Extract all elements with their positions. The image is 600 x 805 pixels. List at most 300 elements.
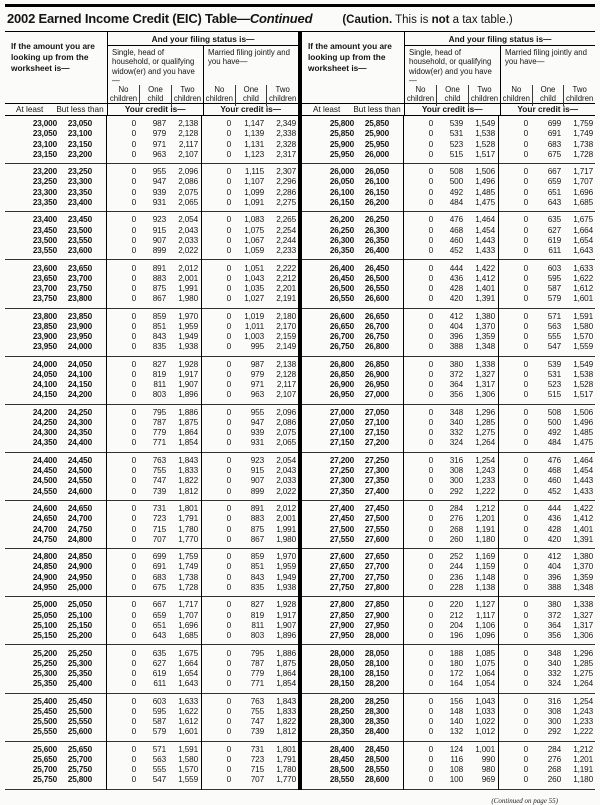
credit-value: 0: [523, 572, 528, 582]
credit-value: 348: [547, 648, 561, 658]
credit-value: 1,254: [573, 696, 593, 706]
eic-tables: [5, 31, 595, 790]
credit-value: 300: [449, 476, 463, 486]
married-group-label: Married filing jointly and you have—: [208, 48, 290, 67]
credit-value: 995: [250, 342, 264, 352]
credit-value: 484: [547, 438, 561, 448]
but-less-than-value: 26,350: [364, 235, 389, 245]
at-least-value: 28,250: [329, 706, 354, 716]
credit-value: 1,528: [573, 380, 593, 390]
credit-value: 284: [547, 744, 561, 754]
credit-value: 1,780: [276, 765, 296, 775]
credit-value: 969: [481, 775, 495, 785]
credit-value: 651: [152, 620, 166, 630]
credit-value: 1,035: [244, 283, 264, 293]
credit-value: 2,275: [276, 197, 296, 207]
table-row: [5, 246, 298, 256]
credit-value: 763: [250, 696, 264, 706]
at-least-value: 24,150: [32, 390, 57, 400]
credit-value: 603: [152, 696, 166, 706]
table-row: [302, 380, 595, 390]
table-row: [5, 119, 298, 129]
credit-value: 1,717: [178, 600, 198, 610]
table-row: [302, 119, 595, 129]
credit-value: 364: [547, 620, 561, 630]
but-less-than-value: 23,400: [67, 197, 92, 207]
credit-value: 1,612: [573, 283, 593, 293]
credit-value: 0: [131, 534, 136, 544]
at-least-value: 26,000: [329, 167, 354, 177]
table-row: [302, 370, 595, 380]
credit-value: 0: [523, 668, 528, 678]
credit-value: 2,054: [276, 456, 296, 466]
credit-value: 1,506: [573, 407, 593, 417]
but-less-than-label: But less than: [353, 105, 401, 114]
credit-value: 2,254: [276, 225, 296, 235]
but-less-than-value: 24,200: [67, 390, 92, 400]
credit-value: 0: [226, 466, 231, 476]
but-less-than-value: 26,400: [364, 245, 389, 255]
credit-value: 0: [226, 717, 231, 727]
credit-value: 0: [131, 407, 136, 417]
credit-value: 0: [226, 706, 231, 716]
credit-value: 0: [523, 552, 528, 562]
credit-value: 0: [523, 359, 528, 369]
table-row: [302, 167, 595, 177]
at-least-value: 26,600: [329, 311, 354, 321]
credit-value: 332: [547, 668, 561, 678]
credit-value: 1,233: [475, 476, 495, 486]
table-row: [5, 745, 298, 755]
at-least-value: 27,350: [329, 486, 354, 496]
credit-value: 2,149: [276, 342, 296, 352]
at-least-value: 27,850: [329, 610, 354, 620]
credit-value: 132: [449, 727, 463, 737]
credit-value: 1,401: [573, 524, 593, 534]
credit-value: 204: [449, 620, 463, 630]
credit-value: 412: [547, 552, 561, 562]
but-less-than-value: 24,600: [67, 486, 92, 496]
credit-value: 587: [152, 717, 166, 727]
row-group: [5, 645, 298, 693]
credit-value: 0: [226, 456, 231, 466]
but-less-than-value: 23,350: [67, 187, 92, 197]
credit-value: 0: [523, 727, 528, 737]
at-least-value: 28,500: [329, 765, 354, 775]
table-row: [5, 611, 298, 621]
credit-value: 803: [250, 630, 264, 640]
but-less-than-value: 25,700: [67, 754, 92, 764]
married-group-label: Married filing jointly and you have—: [505, 48, 587, 67]
at-least-value: 26,400: [329, 263, 354, 273]
credit-value: 1,075: [244, 225, 264, 235]
credit-value: 0: [226, 744, 231, 754]
table-row: [302, 439, 595, 449]
credit-value: 1,022: [475, 717, 495, 727]
credit-value: 939: [250, 428, 264, 438]
credit-value: 332: [449, 428, 463, 438]
credit-value: 116: [450, 754, 463, 764]
credit-value: 0: [523, 263, 528, 273]
credit-value: 492: [449, 187, 463, 197]
credit-value: 0: [131, 311, 136, 321]
credit-value: 0: [226, 283, 231, 293]
credit-value: 0: [131, 610, 136, 620]
table-row: [5, 274, 298, 284]
credit-value: 0: [428, 438, 433, 448]
credit-value: 1,443: [475, 235, 495, 245]
credit-value: 2,001: [178, 273, 198, 283]
at-least-value: 24,700: [32, 524, 57, 534]
but-less-than-value: 25,000: [67, 582, 92, 592]
table-row: [302, 552, 595, 562]
credit-value: 0: [523, 342, 528, 352]
credit-value: 1,254: [475, 456, 495, 466]
table-row: [5, 583, 298, 593]
credit-value: 1,949: [276, 572, 296, 582]
column-divider: [498, 116, 499, 790]
at-least-value: 28,350: [329, 727, 354, 737]
at-least-value: 25,100: [32, 620, 57, 630]
credit-value: 1,412: [573, 514, 593, 524]
credit-value: 0: [428, 775, 433, 785]
col-one-child: One child: [532, 85, 564, 106]
table-row: [5, 631, 298, 641]
credit-value: 0: [428, 197, 433, 207]
credit-value: 0: [428, 466, 433, 476]
but-less-than-value: 24,250: [67, 407, 92, 417]
but-less-than-value: 26,950: [364, 380, 389, 390]
credit-value: 803: [152, 390, 166, 400]
amount-header: If the amount you are looking up from the worksheet is—: [11, 41, 95, 73]
at-least-value: 25,400: [32, 696, 57, 706]
at-least-value: 27,800: [329, 600, 354, 610]
credit-value: 2,265: [276, 215, 296, 225]
credit-value: 1,422: [573, 504, 593, 514]
credit-value: 0: [523, 294, 528, 304]
eic-table-left: [5, 31, 298, 790]
credit-value: 1,327: [573, 610, 593, 620]
at-least-value: 26,050: [329, 177, 354, 187]
credit-value: 0: [226, 765, 231, 775]
at-least-value: 23,600: [32, 263, 57, 273]
row-group: [5, 597, 298, 645]
table-row: [302, 274, 595, 284]
but-less-than-value: 28,150: [364, 668, 389, 678]
credit-value: 476: [449, 215, 463, 225]
credit-value: 0: [131, 572, 136, 582]
credit-value: 1,147: [244, 119, 264, 129]
at-least-value: 27,100: [329, 428, 354, 438]
credit-value: 795: [152, 407, 166, 417]
credit-value: 0: [226, 562, 231, 572]
at-least-value: 25,700: [32, 765, 57, 775]
credit-value: 0: [131, 438, 136, 448]
credit-value: 0: [226, 630, 231, 640]
credit-value: 0: [131, 744, 136, 754]
credit-value: 468: [449, 225, 463, 235]
credit-value: 1,801: [178, 504, 198, 514]
table-row: [5, 514, 298, 524]
credit-value: 0: [226, 648, 231, 658]
credit-value: 0: [428, 235, 433, 245]
credit-value: 0: [226, 418, 231, 428]
at-least-value: 28,400: [329, 744, 354, 754]
but-less-than-value: 26,550: [364, 283, 389, 293]
credit-value: 1,285: [573, 658, 593, 668]
at-least-value: 26,350: [329, 245, 354, 255]
column-labels-left: [5, 103, 298, 116]
credit-value: 571: [152, 744, 166, 754]
credit-value: 1,749: [573, 129, 593, 139]
credit-value: 723: [152, 514, 166, 524]
credit-value: 460: [547, 476, 561, 486]
credit-value: 308: [547, 706, 561, 716]
credit-value: 1,812: [276, 727, 296, 737]
at-least-value: 23,500: [32, 235, 57, 245]
credit-value: 0: [523, 245, 528, 255]
credit-value: 0: [131, 390, 136, 400]
at-least-value: 28,300: [329, 717, 354, 727]
credit-value: 0: [226, 139, 231, 149]
at-least-value: 27,400: [329, 504, 354, 514]
credit-value: 947: [250, 418, 264, 428]
credit-value: 787: [250, 658, 264, 668]
credit-value: 867: [250, 534, 264, 544]
credit-value: 0: [131, 524, 136, 534]
credit-value: 0: [226, 534, 231, 544]
at-least-value: 23,000: [32, 119, 57, 129]
table-row: [302, 150, 595, 160]
credit-value: 0: [523, 630, 528, 640]
table-row: [5, 775, 298, 785]
but-less-than-value: 27,150: [364, 428, 389, 438]
credit-value: 2,128: [178, 129, 198, 139]
credit-value: 923: [250, 456, 264, 466]
at-least-value: 23,200: [32, 167, 57, 177]
table-row: [302, 775, 595, 785]
credit-value: 0: [131, 149, 136, 159]
at-least-value: 28,450: [329, 754, 354, 764]
at-least-value: 25,550: [32, 727, 57, 737]
at-least-value: 23,800: [32, 311, 57, 321]
credit-value: 0: [428, 524, 433, 534]
but-less-than-value: 25,200: [67, 630, 92, 640]
col-one-child: One child: [436, 85, 468, 106]
credit-value: 0: [523, 456, 528, 466]
credit-value: 0: [226, 225, 231, 235]
continued-note: (Continued on page 55): [491, 797, 558, 805]
table-row: [302, 178, 595, 188]
credit-value: 0: [523, 273, 528, 283]
credit-value: 0: [226, 215, 231, 225]
row-group: [302, 742, 595, 790]
credit-value: 0: [131, 215, 136, 225]
credit-value: 108: [449, 765, 463, 775]
credit-value: 0: [523, 486, 528, 496]
credit-value: 0: [131, 197, 136, 207]
caution-bold: (Caution.: [342, 14, 393, 26]
credit-value: 1,243: [475, 466, 495, 476]
column-labels-right: [302, 103, 595, 116]
credit-value: 428: [449, 283, 463, 293]
credit-value: 955: [250, 407, 264, 417]
credit-value: 1,612: [178, 717, 198, 727]
but-less-than-value: 26,850: [364, 359, 389, 369]
credit-value: 340: [547, 658, 561, 668]
page-title-continued: —Continued: [237, 11, 313, 26]
table-row: [302, 649, 595, 659]
credit-value: 851: [250, 562, 264, 572]
credit-value: 1,285: [475, 418, 495, 428]
credit-value: 252: [449, 552, 463, 562]
credit-value: 0: [131, 679, 136, 689]
credit-value: 859: [152, 311, 166, 321]
credit-value: 1,159: [475, 562, 495, 572]
credit-value: 1,559: [178, 775, 198, 785]
credit-value: 0: [226, 332, 231, 342]
credit-value: 380: [449, 359, 463, 369]
at-least-label: At least: [16, 105, 44, 114]
table-row: [302, 727, 595, 737]
credit-value: 2,349: [276, 119, 296, 129]
credit-value: 0: [428, 283, 433, 293]
at-least-value: 23,400: [32, 215, 57, 225]
credit-value: 1,317: [475, 380, 495, 390]
credit-value: 707: [250, 775, 264, 785]
credit-value: 0: [428, 129, 433, 139]
table-header-right: [302, 31, 595, 103]
table-row: [5, 322, 298, 332]
but-less-than-value: 24,700: [67, 514, 92, 524]
credit-value: 172: [449, 668, 463, 678]
filing-groups: [405, 46, 595, 106]
credit-value: 404: [547, 562, 561, 572]
credit-value: 0: [226, 273, 231, 283]
caution-text-end: a tax table.): [449, 14, 513, 26]
credit-value: 1,027: [244, 294, 264, 304]
but-less-than-value: 24,800: [67, 534, 92, 544]
credit-value: 124: [449, 744, 463, 754]
credit-value: 755: [152, 466, 166, 476]
credit-value: 595: [547, 273, 561, 283]
credit-value: 0: [131, 717, 136, 727]
credit-value: 907: [152, 235, 166, 245]
credit-value: 963: [250, 390, 264, 400]
credit-value: 1,633: [178, 696, 198, 706]
table-row: [302, 621, 595, 631]
credit-value: 1,391: [475, 294, 495, 304]
credit-value: 180: [449, 658, 463, 668]
credit-value: 1,496: [573, 418, 593, 428]
credit-value: 827: [152, 359, 166, 369]
credit-value: 555: [152, 765, 166, 775]
at-least-value: 24,900: [32, 572, 57, 582]
credit-value: 1,917: [178, 369, 198, 379]
at-least-value: 27,250: [329, 466, 354, 476]
table-row: [5, 294, 298, 304]
at-least-value: 26,500: [329, 283, 354, 293]
but-less-than-value: 27,600: [364, 534, 389, 544]
credit-value: 0: [428, 263, 433, 273]
but-less-than-value: 28,550: [364, 765, 389, 775]
credit-value: 867: [152, 294, 166, 304]
but-less-than-value: 23,050: [67, 119, 92, 129]
credit-value: 1,338: [475, 359, 495, 369]
credit-value: 1,791: [178, 514, 198, 524]
credit-value: 0: [523, 321, 528, 331]
credit-value: 420: [547, 534, 561, 544]
credit-value: 0: [226, 486, 231, 496]
credit-value: 1,064: [475, 668, 495, 678]
credit-value: 1,643: [178, 679, 198, 689]
credit-value: 164: [449, 679, 463, 689]
credit-value: 1,696: [178, 620, 198, 630]
credit-value: 1,401: [475, 283, 495, 293]
credit-value: 579: [152, 727, 166, 737]
credit-value: 1,517: [475, 149, 495, 159]
at-least-value: 23,950: [32, 342, 57, 352]
credit-value: 0: [226, 149, 231, 159]
credit-value: 1,622: [178, 706, 198, 716]
credit-value: 1,822: [276, 717, 296, 727]
table-row: [5, 659, 298, 669]
at-least-value: 27,600: [329, 552, 354, 562]
credit-value: 0: [131, 225, 136, 235]
at-least-value: 26,750: [329, 342, 354, 352]
but-less-than-value: 28,450: [364, 744, 389, 754]
credit-value: 635: [152, 648, 166, 658]
credit-value: 0: [226, 342, 231, 352]
credit-value: 0: [523, 139, 528, 149]
table-row: [302, 312, 595, 322]
caution-not: not: [431, 14, 450, 26]
credit-value: 0: [131, 775, 136, 785]
credit-value: 492: [547, 428, 561, 438]
but-less-than-value: 28,500: [364, 754, 389, 764]
credit-value: 292: [449, 486, 463, 496]
credit-value: 2,138: [276, 359, 296, 369]
but-less-than-value: 26,700: [364, 321, 389, 331]
credit-value: 699: [152, 552, 166, 562]
credit-value: 931: [250, 438, 264, 448]
credit-value: 0: [523, 476, 528, 486]
credit-value: 1,264: [475, 438, 495, 448]
row-group: [302, 357, 595, 405]
credit-value: 1,685: [178, 630, 198, 640]
at-least-value: 26,450: [329, 273, 354, 283]
credit-value: 1,306: [475, 390, 495, 400]
row-group: [302, 116, 595, 164]
table-row: [5, 669, 298, 679]
table-row: [5, 679, 298, 689]
but-less-than-value: 24,650: [67, 504, 92, 514]
credit-value: 1,233: [573, 717, 593, 727]
credit-value: 0: [428, 514, 433, 524]
credit-value: 1,443: [573, 476, 593, 486]
table-row: [5, 236, 298, 246]
table-row: [302, 284, 595, 294]
credit-value: 771: [152, 438, 166, 448]
but-less-than-value: 25,250: [67, 648, 92, 658]
credit-value: 1,907: [178, 380, 198, 390]
at-least-value: 26,550: [329, 294, 354, 304]
credit-value: 1,191: [573, 765, 593, 775]
credit-value: 2,107: [178, 149, 198, 159]
at-least-value: 24,650: [32, 514, 57, 524]
credit-value: 2,033: [276, 476, 296, 486]
credit-value: 899: [152, 245, 166, 255]
